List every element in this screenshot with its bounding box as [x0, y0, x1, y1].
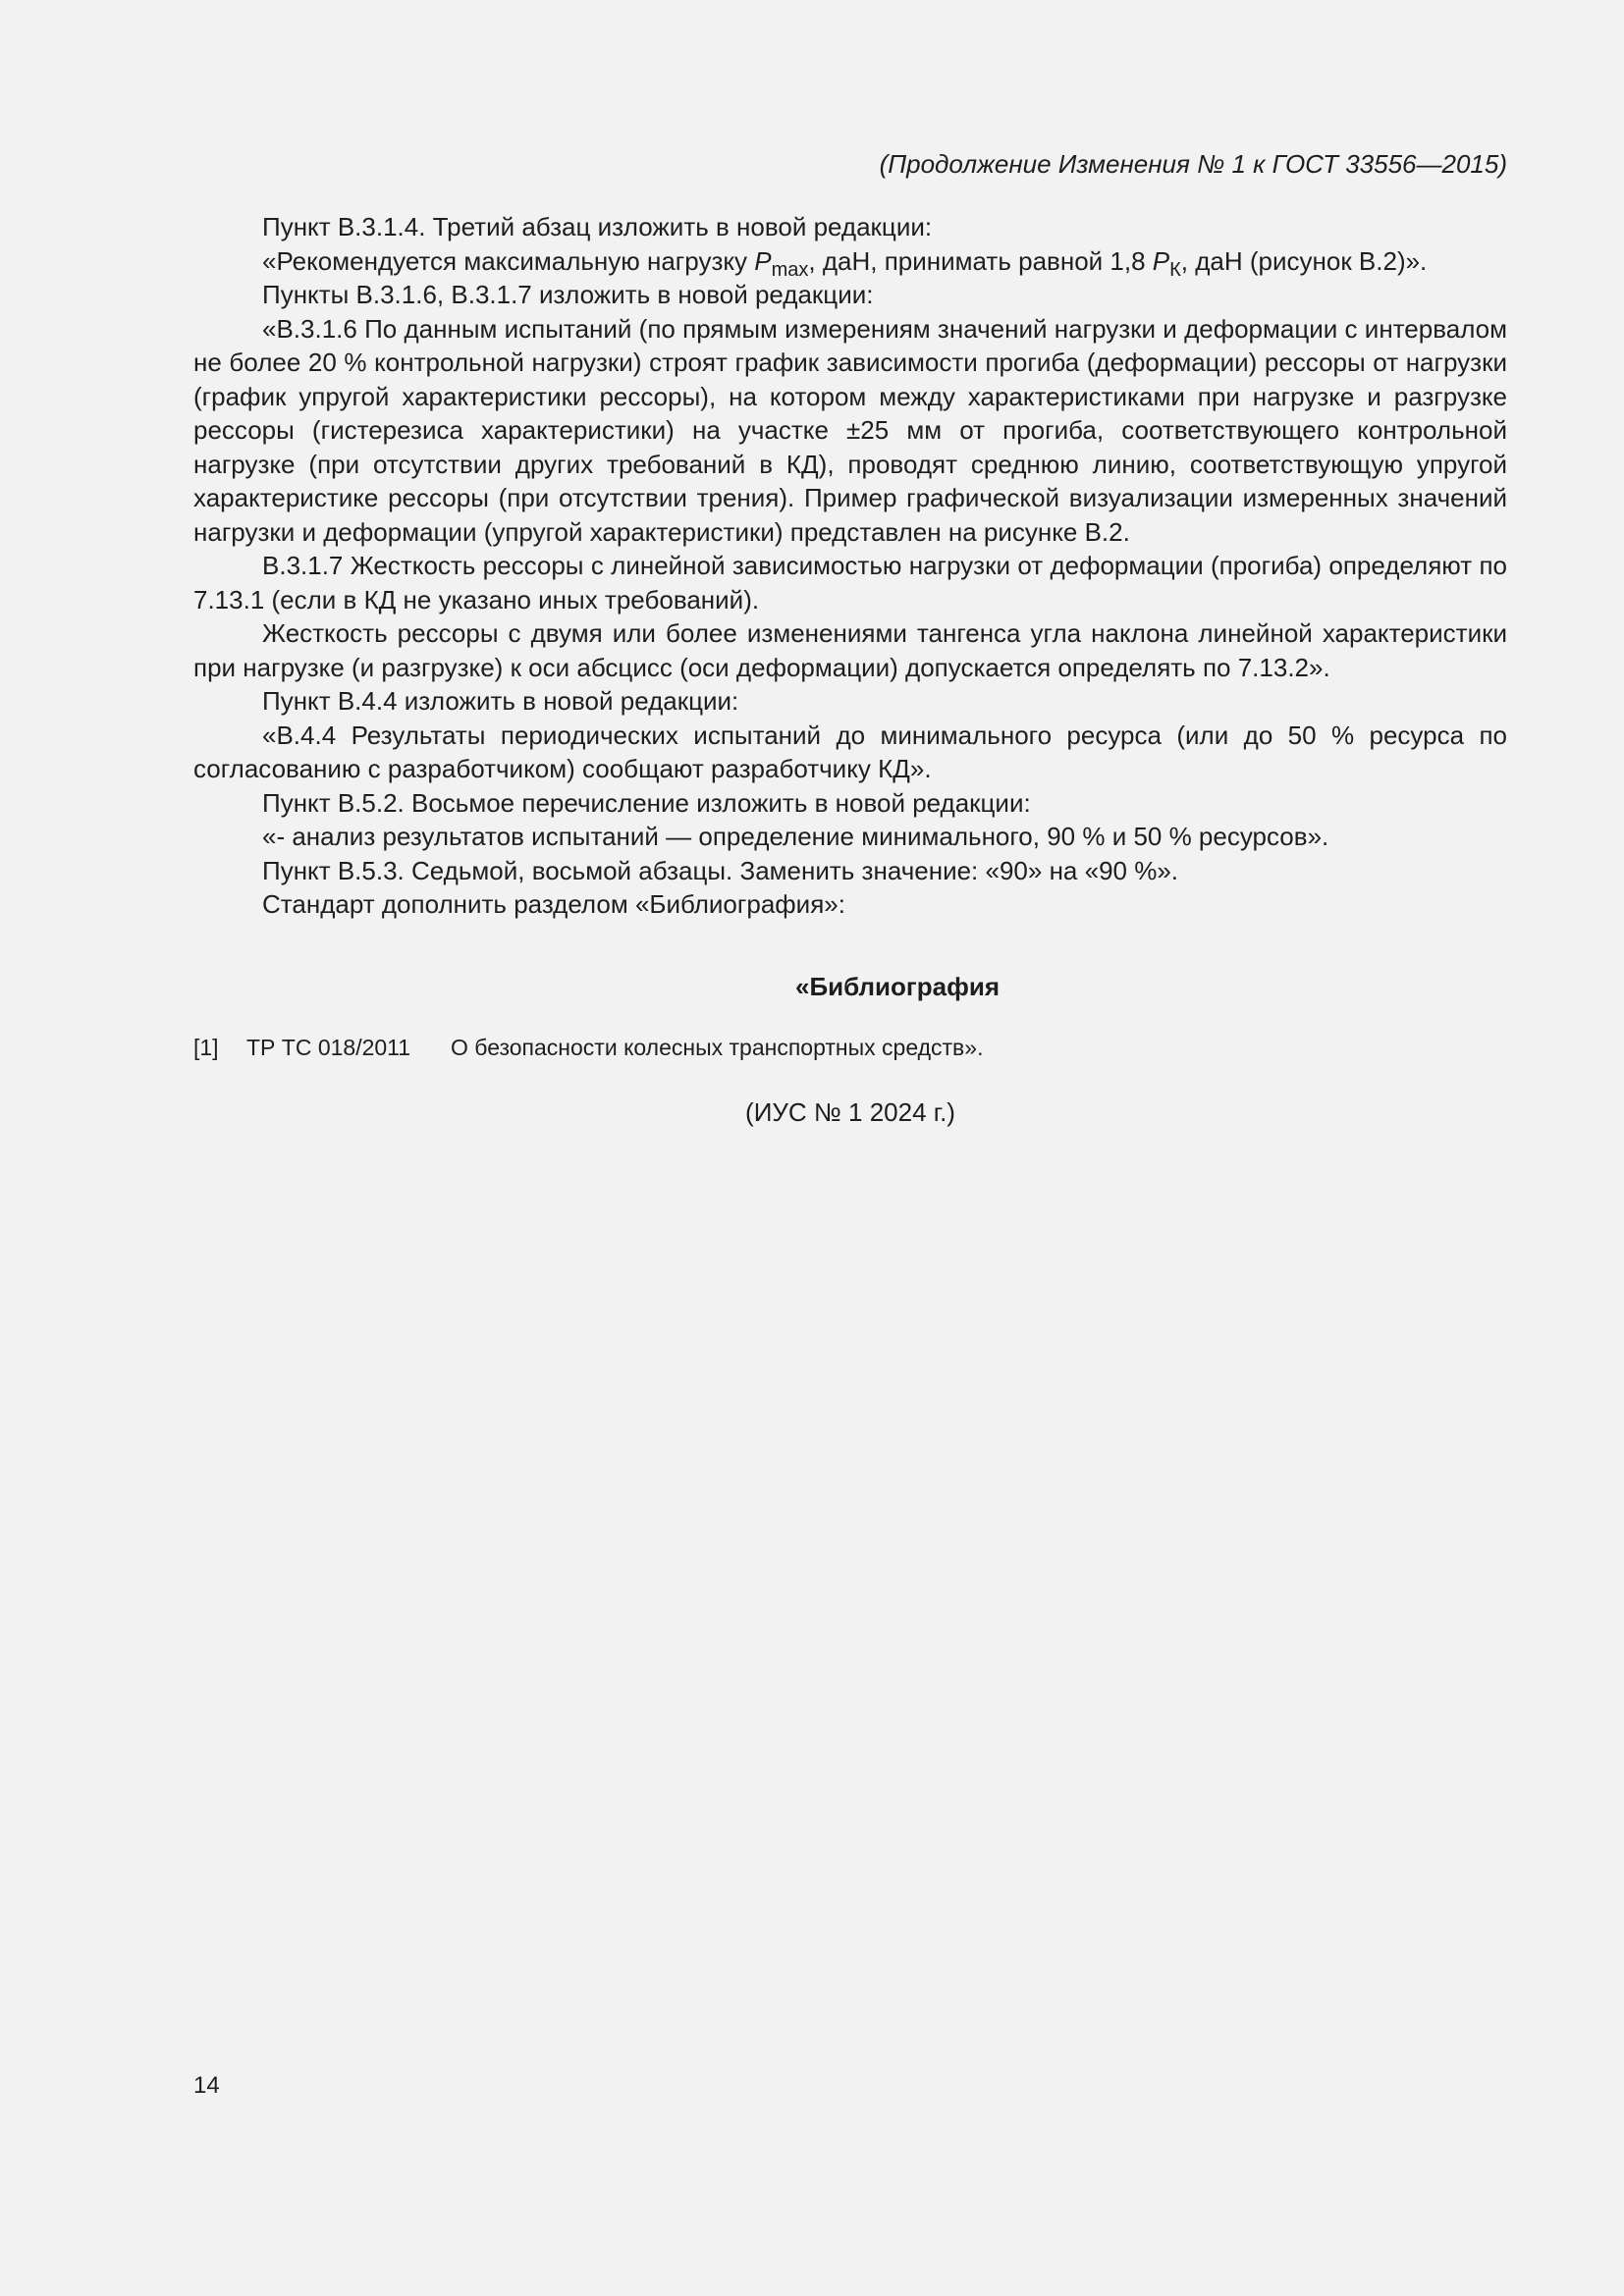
continuation-header: (Продолжение Изменения № 1 к ГОСТ 33556—2015): [879, 149, 1507, 179]
paragraph-2: [193, 244, 1507, 279]
p2-text-c: , даН (рисунок В.2)».: [1180, 245, 1428, 276]
p-max-symbol: P: [754, 245, 772, 276]
bibliography-title: «Библиография: [795, 972, 1000, 1001]
paragraph-9: Пункт В.5.2. Восьмое перечисление изложить в новой редакции:: [262, 787, 1031, 818]
k-subscript: К: [1169, 258, 1181, 281]
paragraph-10: «- анализ результатов испытаний — определение минимального, 90 % и 50 % ресурсов».: [262, 822, 1329, 851]
bibliography-entry: [193, 1033, 1507, 1062]
p-k-symbol: P: [1152, 245, 1170, 276]
paragraph-8: «В.4.4 Результаты периодических испытаний до минимального ресурса (или до 50 % ресурса по согласованию с разработчиком) сообщают разработчику КД».: [193, 720, 1507, 783]
max-subscript: max: [771, 258, 809, 281]
paragraph-4: «В.3.1.6 По данным испытаний (по прямым измерениям значений нагрузки и деформации с интервалом не более 20 % контрольной нагрузки) строят график зависимости прогиба (деформации) рессоры от нагрузки (график упругой характеристики рессоры), на котором между характеристиками при нагрузке и разгрузке рессоры (гистерезиса характеристики) на участке ±25 мм от прогиба, соответствующего контрольной нагрузке (при отсутствии других требований в КД), проводят среднюю линию, соответствующую упругой характеристике рессоры (при отсутствии трения). Пример графической визуализации измеренных значений нагрузки и деформации (упругой характеристики) представлен на рисунке В.2.: [193, 313, 1507, 547]
paragraph-5: В.3.1.7 Жесткость рессоры с линейной зависимостью нагрузки от деформации (прогиба) определяют по 7.13.1 (если в КД не указано иных требований).: [193, 551, 1507, 614]
paragraph-1: Пункт В.3.1.4. Третий абзац изложить в новой редакции:: [262, 212, 933, 241]
bibliography-entry-text: О безопасности колесных транспортных средств».: [451, 1035, 984, 1060]
p2-text-b: , даН, принимать равной 1,8: [808, 245, 1153, 276]
ius-reference: (ИУС № 1 2024 г.): [745, 1097, 955, 1127]
p2-text-a: «Рекомендуется максимальную нагрузку: [262, 245, 755, 276]
amendment-body: [193, 210, 1507, 922]
bibliography-entry-code: ТР ТС 018/2011: [246, 1035, 411, 1060]
paragraph-6: Жесткость рессоры с двумя или более изменениями тангенса угла наклона линейной характеристики при нагрузке (и разгрузке) к оси абсцисс (оси деформации) допускается определять по 7.13.2».: [193, 618, 1507, 682]
paragraph-7: Пункт В.4.4 изложить в новой редакции:: [262, 686, 739, 716]
page-number: 14: [193, 2072, 220, 2099]
paragraph-12: Стандарт дополнить разделом «Библиография»:: [262, 889, 845, 919]
paragraph-3: Пункты В.3.1.6, В.3.1.7 изложить в новой редакции:: [262, 280, 874, 309]
paragraph-11: Пункт В.5.3. Седьмой, восьмой абзацы. Заменить значение: «90» на «90 %».: [262, 855, 1179, 885]
bibliography-entry-number: [1]: [193, 1035, 219, 1060]
